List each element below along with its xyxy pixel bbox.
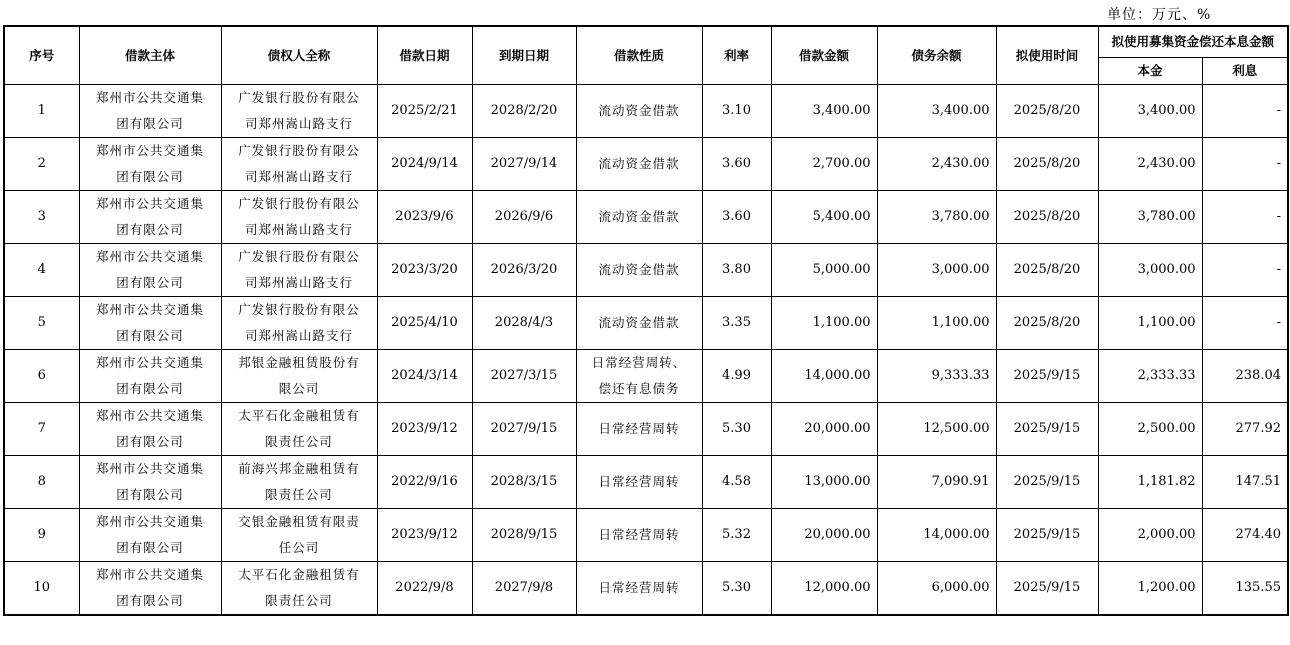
header-interest: 利息 <box>1202 58 1288 85</box>
cell-loan-date: 2025/2/21 <box>377 85 472 138</box>
cell-creditor-line: 前海兴邦金融租赁有 <box>238 461 360 476</box>
cell-loan-nature-line: 日常经营周转 <box>598 421 680 436</box>
cell-borrower-line: 郑州市公共交通集 <box>95 302 204 317</box>
cell-borrower <box>79 297 221 350</box>
cell-interest: 135.55 <box>1202 562 1288 616</box>
cell-principal: 2,333.33 <box>1098 350 1202 403</box>
cell-creditor <box>221 191 377 244</box>
cell-loan-nature-line: 日常经营周转 <box>598 527 680 542</box>
cell-principal: 3,400.00 <box>1098 85 1202 138</box>
cell-loan-nature <box>576 244 702 297</box>
header-loan-amount: 借款金额 <box>771 26 877 85</box>
cell-loan-date: 2023/9/6 <box>377 191 472 244</box>
cell-balance: 1,100.00 <box>877 297 996 350</box>
cell-creditor-line: 任公司 <box>278 540 320 555</box>
cell-loan-amount: 14,000.00 <box>771 350 877 403</box>
cell-balance: 3,400.00 <box>877 85 996 138</box>
cell-planned-use-time: 2025/8/20 <box>996 191 1098 244</box>
cell-planned-use-time: 2025/9/15 <box>996 562 1098 616</box>
cell-creditor <box>221 297 377 350</box>
cell-borrower-line: 团有限公司 <box>116 275 184 290</box>
cell-loan-date: 2022/9/16 <box>377 456 472 509</box>
cell-borrower <box>79 456 221 509</box>
cell-interest: - <box>1202 138 1288 191</box>
cell-creditor-line: 太平石化金融租赁有 <box>238 408 360 423</box>
cell-loan-amount: 3,400.00 <box>771 85 877 138</box>
cell-borrower-line: 郑州市公共交通集 <box>95 408 204 423</box>
cell-creditor <box>221 85 377 138</box>
cell-principal: 2,500.00 <box>1098 403 1202 456</box>
cell-borrower-line: 郑州市公共交通集 <box>95 461 204 476</box>
table-row <box>4 297 1288 350</box>
header-due-date: 到期日期 <box>472 26 576 85</box>
cell-due-date: 2027/9/15 <box>472 403 576 456</box>
cell-interest: 147.51 <box>1202 456 1288 509</box>
cell-planned-use-time: 2025/9/15 <box>996 456 1098 509</box>
cell-creditor-line: 限责任公司 <box>265 593 333 608</box>
cell-loan-nature <box>576 509 702 562</box>
cell-creditor-line: 司郑州嵩山路支行 <box>244 222 353 237</box>
loan-table <box>3 25 1289 616</box>
cell-principal: 1,100.00 <box>1098 297 1202 350</box>
cell-planned-use-time: 2025/8/20 <box>996 138 1098 191</box>
cell-balance: 6,000.00 <box>877 562 996 616</box>
cell-creditor <box>221 350 377 403</box>
cell-due-date: 2028/2/20 <box>472 85 576 138</box>
cell-creditor-line: 限公司 <box>278 381 320 396</box>
cell-principal: 2,430.00 <box>1098 138 1202 191</box>
cell-creditor-line: 限责任公司 <box>265 434 333 449</box>
cell-due-date: 2028/9/15 <box>472 509 576 562</box>
cell-borrower-line: 团有限公司 <box>116 540 184 555</box>
cell-planned-use-time: 2025/8/20 <box>996 85 1098 138</box>
cell-borrower-line: 团有限公司 <box>116 116 184 131</box>
cell-planned-use-time: 2025/9/15 <box>996 350 1098 403</box>
table-body <box>4 85 1288 616</box>
header-planned-use-time: 拟使用时间 <box>996 26 1098 85</box>
cell-borrower-line: 团有限公司 <box>116 487 184 502</box>
header-rate: 利率 <box>702 26 771 85</box>
cell-rate: 3.35 <box>702 297 771 350</box>
cell-rate: 3.60 <box>702 138 771 191</box>
cell-interest: - <box>1202 244 1288 297</box>
cell-rate: 3.60 <box>702 191 771 244</box>
cell-rate: 5.30 <box>702 562 771 616</box>
cell-loan-nature <box>576 85 702 138</box>
cell-due-date: 2027/9/8 <box>472 562 576 616</box>
cell-planned-use-time: 2025/8/20 <box>996 297 1098 350</box>
table-row <box>4 350 1288 403</box>
cell-planned-use-time: 2025/8/20 <box>996 244 1098 297</box>
cell-due-date: 2028/4/3 <box>472 297 576 350</box>
cell-creditor <box>221 244 377 297</box>
cell-balance: 7,090.91 <box>877 456 996 509</box>
cell-loan-nature-line: 日常经营周转、 <box>591 355 687 370</box>
header-repay-group: 拟使用募集资金偿还本息金额 <box>1098 26 1288 58</box>
cell-creditor-line: 广发银行股份有限公 <box>238 302 360 317</box>
cell-index: 7 <box>4 403 79 456</box>
cell-creditor <box>221 403 377 456</box>
cell-creditor-line: 太平石化金融租赁有 <box>238 567 360 582</box>
cell-borrower-line: 团有限公司 <box>116 222 184 237</box>
cell-principal: 3,000.00 <box>1098 244 1202 297</box>
cell-borrower <box>79 562 221 616</box>
cell-loan-date: 2022/9/8 <box>377 562 472 616</box>
table-row <box>4 85 1288 138</box>
cell-index: 5 <box>4 297 79 350</box>
cell-due-date: 2028/3/15 <box>472 456 576 509</box>
cell-loan-amount: 12,000.00 <box>771 562 877 616</box>
cell-loan-amount: 5,400.00 <box>771 191 877 244</box>
cell-principal: 3,780.00 <box>1098 191 1202 244</box>
cell-borrower-line: 郑州市公共交通集 <box>95 196 204 211</box>
cell-interest: - <box>1202 297 1288 350</box>
cell-loan-nature-line: 日常经营周转 <box>598 580 680 595</box>
cell-index: 3 <box>4 191 79 244</box>
cell-balance: 3,780.00 <box>877 191 996 244</box>
cell-loan-nature <box>576 456 702 509</box>
cell-borrower-line: 团有限公司 <box>116 328 184 343</box>
cell-loan-nature <box>576 138 702 191</box>
cell-principal: 1,181.82 <box>1098 456 1202 509</box>
cell-rate: 3.80 <box>702 244 771 297</box>
cell-index: 4 <box>4 244 79 297</box>
table-row <box>4 138 1288 191</box>
cell-borrower-line: 团有限公司 <box>116 381 184 396</box>
cell-index: 9 <box>4 509 79 562</box>
cell-borrower <box>79 403 221 456</box>
table-row <box>4 509 1288 562</box>
cell-loan-nature-line: 流动资金借款 <box>598 315 680 330</box>
cell-borrower <box>79 509 221 562</box>
cell-loan-date: 2024/9/14 <box>377 138 472 191</box>
cell-creditor <box>221 456 377 509</box>
cell-creditor-line: 广发银行股份有限公 <box>238 196 360 211</box>
cell-due-date: 2027/9/14 <box>472 138 576 191</box>
cell-loan-date: 2023/9/12 <box>377 403 472 456</box>
header-loan-nature: 借款性质 <box>576 26 702 85</box>
cell-creditor-line: 司郑州嵩山路支行 <box>244 169 353 184</box>
header-loan-date: 借款日期 <box>377 26 472 85</box>
cell-due-date: 2027/3/15 <box>472 350 576 403</box>
cell-creditor-line: 司郑州嵩山路支行 <box>244 116 353 131</box>
header-balance: 债务余额 <box>877 26 996 85</box>
cell-borrower-line: 团有限公司 <box>116 593 184 608</box>
unit-label: 单位：万元、% <box>1107 7 1212 23</box>
cell-borrower <box>79 191 221 244</box>
cell-creditor-line: 交银金融租赁有限责 <box>238 514 360 529</box>
cell-loan-date: 2023/9/12 <box>377 509 472 562</box>
cell-index: 2 <box>4 138 79 191</box>
cell-loan-date: 2024/3/14 <box>377 350 472 403</box>
cell-borrower-line: 团有限公司 <box>116 434 184 449</box>
cell-creditor <box>221 138 377 191</box>
cell-loan-nature <box>576 191 702 244</box>
cell-loan-nature-line: 流动资金借款 <box>598 262 680 277</box>
cell-borrower-line: 郑州市公共交通集 <box>95 514 204 529</box>
cell-creditor-line: 限责任公司 <box>265 487 333 502</box>
table-row <box>4 562 1288 616</box>
cell-loan-nature <box>576 350 702 403</box>
table-row <box>4 191 1288 244</box>
cell-creditor-line: 广发银行股份有限公 <box>238 143 360 158</box>
header-principal: 本金 <box>1098 58 1202 85</box>
cell-due-date: 2026/9/6 <box>472 191 576 244</box>
cell-borrower <box>79 138 221 191</box>
cell-borrower <box>79 350 221 403</box>
cell-rate: 4.58 <box>702 456 771 509</box>
cell-balance: 3,000.00 <box>877 244 996 297</box>
cell-balance: 14,000.00 <box>877 509 996 562</box>
cell-loan-date: 2025/4/10 <box>377 297 472 350</box>
cell-loan-date: 2023/3/20 <box>377 244 472 297</box>
cell-loan-nature-line: 流动资金借款 <box>598 156 680 171</box>
cell-creditor <box>221 509 377 562</box>
cell-index: 10 <box>4 562 79 616</box>
table-row <box>4 403 1288 456</box>
cell-creditor-line: 广发银行股份有限公 <box>238 249 360 264</box>
cell-loan-nature-line: 偿还有息债务 <box>598 381 680 396</box>
cell-borrower-line: 郑州市公共交通集 <box>95 90 204 105</box>
header-index: 序号 <box>4 26 79 85</box>
cell-rate: 3.10 <box>702 85 771 138</box>
cell-rate: 5.30 <box>702 403 771 456</box>
cell-borrower-line: 郑州市公共交通集 <box>95 249 204 264</box>
cell-principal: 1,200.00 <box>1098 562 1202 616</box>
cell-interest: - <box>1202 85 1288 138</box>
cell-loan-nature-line: 流动资金借款 <box>598 209 680 224</box>
cell-loan-amount: 20,000.00 <box>771 509 877 562</box>
cell-interest: 238.04 <box>1202 350 1288 403</box>
cell-balance: 9,333.33 <box>877 350 996 403</box>
cell-creditor-line: 广发银行股份有限公 <box>238 90 360 105</box>
cell-borrower-line: 团有限公司 <box>116 169 184 184</box>
cell-creditor-line: 司郑州嵩山路支行 <box>244 328 353 343</box>
cell-index: 6 <box>4 350 79 403</box>
cell-balance: 2,430.00 <box>877 138 996 191</box>
cell-interest: - <box>1202 191 1288 244</box>
cell-creditor <box>221 562 377 616</box>
cell-loan-amount: 1,100.00 <box>771 297 877 350</box>
cell-rate: 4.99 <box>702 350 771 403</box>
cell-principal: 2,000.00 <box>1098 509 1202 562</box>
cell-interest: 274.40 <box>1202 509 1288 562</box>
cell-loan-nature-line: 日常经营周转 <box>598 474 680 489</box>
cell-planned-use-time: 2025/9/15 <box>996 509 1098 562</box>
cell-borrower-line: 郑州市公共交通集 <box>95 355 204 370</box>
cell-creditor-line: 司郑州嵩山路支行 <box>244 275 353 290</box>
header-borrower: 借款主体 <box>79 26 221 85</box>
cell-planned-use-time: 2025/9/15 <box>996 403 1098 456</box>
cell-borrower <box>79 85 221 138</box>
cell-index: 1 <box>4 85 79 138</box>
cell-borrower-line: 郑州市公共交通集 <box>95 567 204 582</box>
cell-loan-nature-line: 流动资金借款 <box>598 103 680 118</box>
cell-balance: 12,500.00 <box>877 403 996 456</box>
cell-loan-nature <box>576 297 702 350</box>
cell-borrower <box>79 244 221 297</box>
cell-loan-amount: 2,700.00 <box>771 138 877 191</box>
header-creditor: 债权人全称 <box>221 26 377 85</box>
cell-rate: 5.32 <box>702 509 771 562</box>
cell-loan-nature <box>576 562 702 616</box>
cell-loan-amount: 20,000.00 <box>771 403 877 456</box>
cell-creditor-line: 邦银金融租赁股份有 <box>238 355 360 370</box>
cell-index: 8 <box>4 456 79 509</box>
cell-loan-amount: 5,000.00 <box>771 244 877 297</box>
cell-loan-amount: 13,000.00 <box>771 456 877 509</box>
cell-borrower-line: 郑州市公共交通集 <box>95 143 204 158</box>
cell-due-date: 2026/3/20 <box>472 244 576 297</box>
table-row <box>4 244 1288 297</box>
cell-interest: 277.92 <box>1202 403 1288 456</box>
cell-loan-nature <box>576 403 702 456</box>
table-row <box>4 456 1288 509</box>
